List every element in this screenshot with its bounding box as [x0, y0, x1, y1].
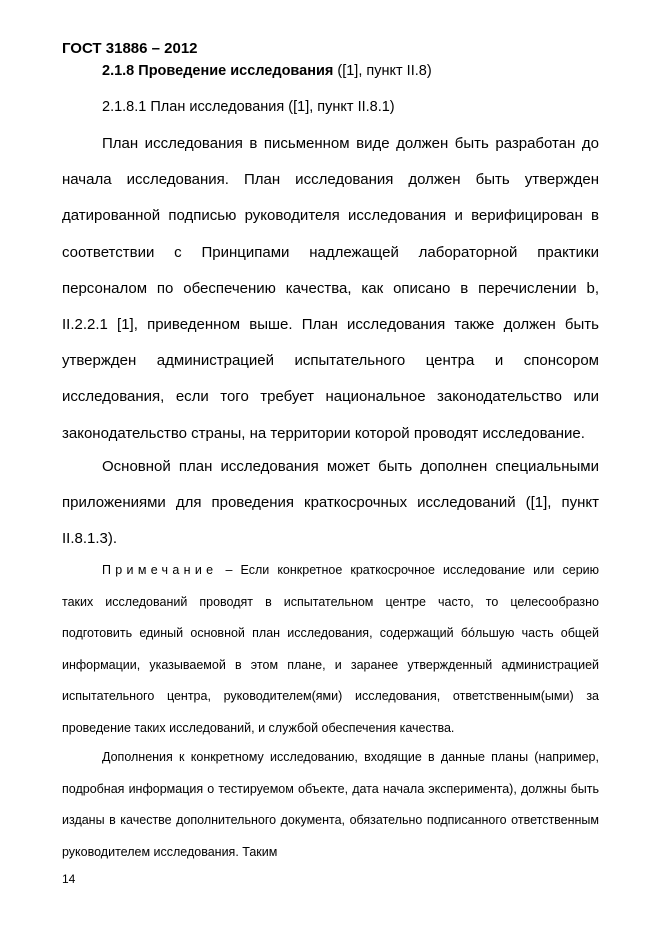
- page-number: 14: [62, 872, 76, 886]
- supplement-paragraph: Дополнения к конкретному исследованию, входящие в данные планы (например, подробная информация о тестируемом объекте, дата начала эксперимента), должны быть изданы в качестве дополнительного документа, обязательно подписанного ответственным руководителем исследования. Таким: [62, 750, 599, 859]
- main-plan-paragraph: Основной план исследования может быть дополнен специальными приложениями для проведения краткосрочных исследований ([1], пункт II.8.1.3).: [62, 458, 599, 548]
- section-title: 2.1.8 Проведение исследования: [102, 63, 334, 79]
- section-heading-2-1-8: [62, 63, 599, 79]
- section-reference: ([1], пункт II.8): [333, 63, 432, 79]
- study-plan-paragraph: План исследования в письменном виде должен быть разработан до начала исследования. План исследования должен быть утвержден датированной подписью руководителя исследования и верифицирован в соответствии с Принципами надлежащей лабораторной практики персоналом по обеспечению качества, как описано в перечислении b, II.2.2.1 [1], приведенном выше. План исследования также должен быть утвержден администрацией испытательного центра и спонсором исследования, если того требует национальное законодательство или законодательство страны, на территории которой проводят исследование.: [62, 135, 599, 442]
- note-text: – Если конкретное краткосрочное исследование или серию таких исследований проводят в испытательном центре часто, то целесообразно подготовить единый основной план исследования, содержащий бóльшую часть общей информации, указываемой в этом плане, и заранее утвержденный администрацией испытательного центра, руководителем(ями) исследования, ответственным(ыми) за проведение таких исследований, и службой обеспечения качества.: [62, 563, 599, 735]
- note-label: Примечание: [102, 563, 218, 577]
- section-heading-2-1-8-1: 2.1.8.1 План исследования ([1], пункт II.8.1): [102, 99, 395, 115]
- note-block: [62, 555, 599, 744]
- document-header: ГОСТ 31886 – 2012: [62, 40, 198, 57]
